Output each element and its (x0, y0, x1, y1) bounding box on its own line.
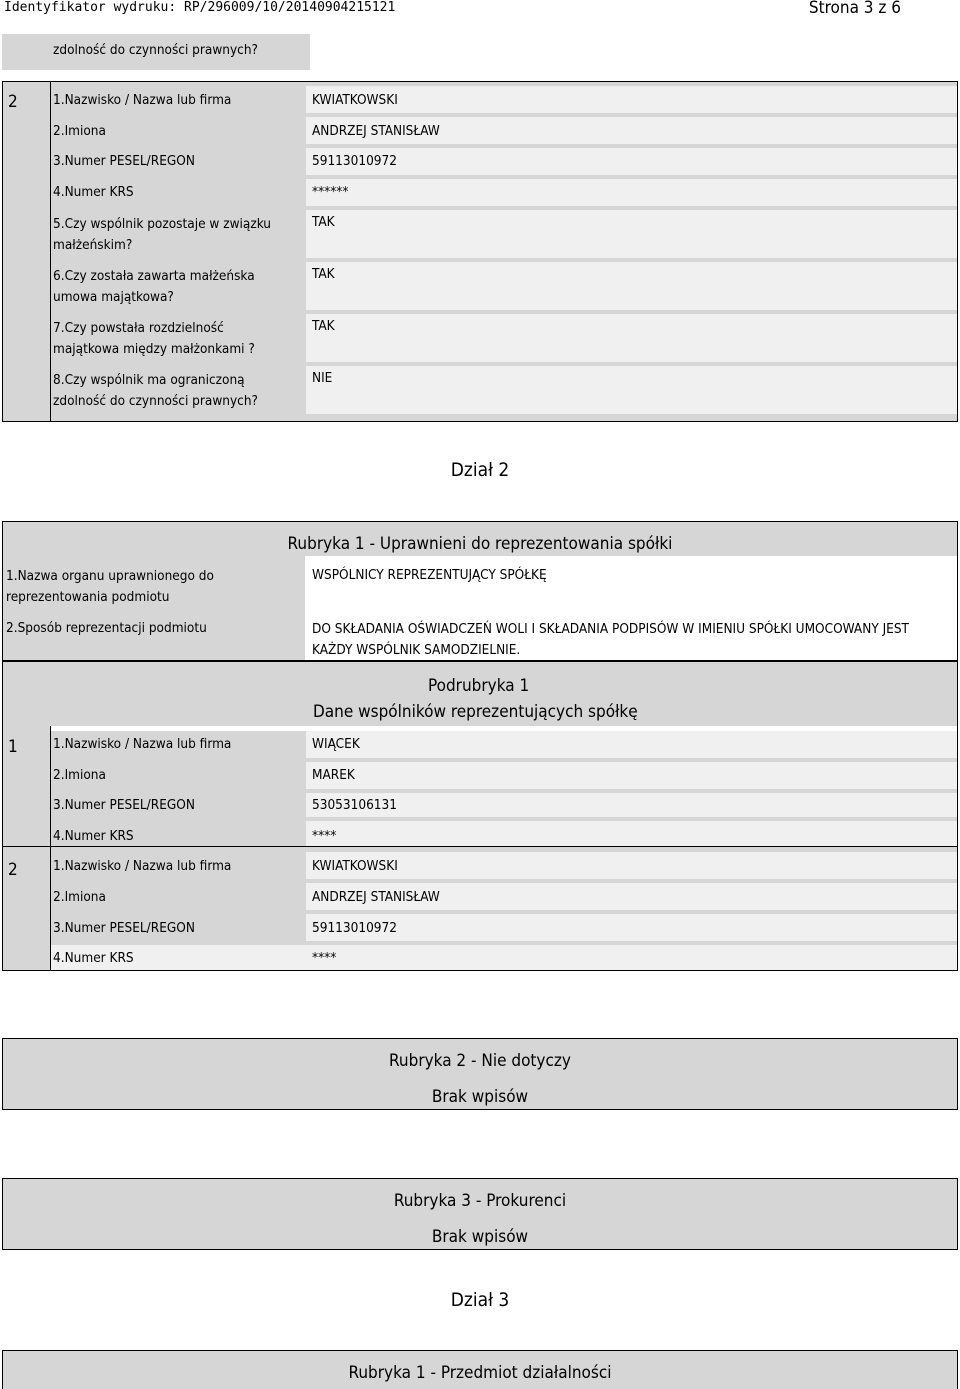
value-bg (306, 179, 957, 206)
value-bg (306, 262, 957, 310)
field-value: TAK (312, 318, 335, 334)
field-value: **** (312, 950, 337, 966)
field-label: 3.Numer PESEL/REGON (53, 920, 195, 936)
field-value: WIĄCEK (312, 736, 360, 752)
partner-number: 2 (8, 92, 18, 112)
field-label: 5.Czy wspólnik pozostaje w związku małżeńskim? (53, 216, 272, 253)
value-bg (306, 210, 957, 258)
field-value: KWIATKOWSKI (312, 92, 398, 108)
field-value: MAREK (312, 767, 355, 783)
podrubryka-title: Podrubryka 1 (428, 676, 530, 696)
field-label: 1.Nazwisko / Nazwa lub firma (53, 92, 232, 108)
field-value: 59113010972 (312, 920, 397, 936)
value-bg (306, 314, 957, 362)
top-fragment: zdolność do czynności prawnych? (53, 42, 258, 58)
value-bg (306, 148, 957, 175)
rubryka3-note: Brak wpisów (431, 1227, 529, 1247)
field-label: 1.Nazwa organu uprawnionego do reprezentowania podmiotu (6, 568, 214, 605)
value-bg (51, 945, 957, 970)
value-bg (306, 366, 957, 414)
field-label: 1.Nazwisko / Nazwa lub firma (53, 858, 232, 874)
field-value: TAK (312, 214, 335, 230)
field-value: 53053106131 (312, 797, 397, 813)
field-label: 3.Numer PESEL/REGON (53, 153, 195, 169)
field-label: 3.Numer PESEL/REGON (53, 797, 195, 813)
person-number: 2 (8, 860, 18, 880)
print-id: Identyfikator wydruku: RP/296009/10/20140904215121 (4, 0, 396, 15)
value-bg (306, 821, 957, 846)
value-bg (306, 731, 957, 758)
field-label: 2.Sposób reprezentacji podmiotu (6, 620, 207, 636)
field-value: ****** (312, 184, 349, 200)
field-label: 2.Imiona (53, 123, 106, 139)
rubryka2-title: Rubryka 2 - Nie dotyczy (389, 1051, 571, 1071)
field-label: 6.Czy została zawarta małżeńska umowa majątkowa? (53, 268, 255, 305)
field-label: 2.Imiona (53, 767, 106, 783)
field-value: KWIATKOWSKI (312, 858, 398, 874)
page-number: Strona 3 z 6 (808, 0, 901, 18)
field-label: 8.Czy wspólnik ma ograniczoną zdolność do czynności prawnych? (53, 372, 258, 409)
rubryka1-title: Rubryka 1 - Uprawnieni do reprezentowania spółki (287, 534, 673, 554)
field-value: NIE (312, 370, 333, 386)
field-value: **** (312, 828, 337, 844)
value-bg (306, 793, 957, 817)
value-bg (306, 86, 957, 113)
rubryka3-title: Rubryka 3 - Prokurenci (393, 1191, 567, 1211)
podrubryka-subtitle: Dane wspólników reprezentujących spółkę (313, 702, 638, 722)
podrubryka-number-col (3, 726, 50, 970)
value-bg (306, 762, 957, 789)
field-value: TAK (312, 266, 335, 282)
field-value: ANDRZEJ STANISŁAW (312, 889, 440, 905)
field-value: 59113010972 (312, 153, 397, 169)
field-label: 2.Imiona (53, 889, 106, 905)
rubryka2-note: Brak wpisów (431, 1087, 529, 1107)
field-value: DO SKŁADANIA OŚWIADCZEŃ WOLI I SKŁADANIA PODPISÓW W IMIENIU SPÓŁKI UMOCOWANY JEST KAŻDY WSPÓLNIK SAMODZIELNIE. (312, 621, 909, 658)
dzial3-title: Dział 3 (450, 1289, 510, 1311)
field-value: ANDRZEJ STANISŁAW (312, 123, 440, 139)
divider (50, 82, 51, 421)
field-label: 4.Numer KRS (53, 184, 134, 200)
value-bg (306, 852, 957, 879)
value-bg (306, 914, 957, 941)
field-label: 1.Nazwisko / Nazwa lub firma (53, 736, 232, 752)
field-value: WSPÓLNICY REPREZENTUJĄCY SPÓŁKĘ (312, 567, 547, 583)
field-label: 4.Numer KRS (53, 950, 134, 966)
field-label: 7.Czy powstała rozdzielność majątkowa między małżonkami ? (53, 320, 255, 357)
field-label: 4.Numer KRS (53, 828, 134, 844)
person-number: 1 (8, 737, 18, 757)
dzial2-title: Dział 2 (450, 459, 510, 481)
dzial3-rubryka1-title: Rubryka 1 - Przedmiot działalności (348, 1363, 612, 1383)
